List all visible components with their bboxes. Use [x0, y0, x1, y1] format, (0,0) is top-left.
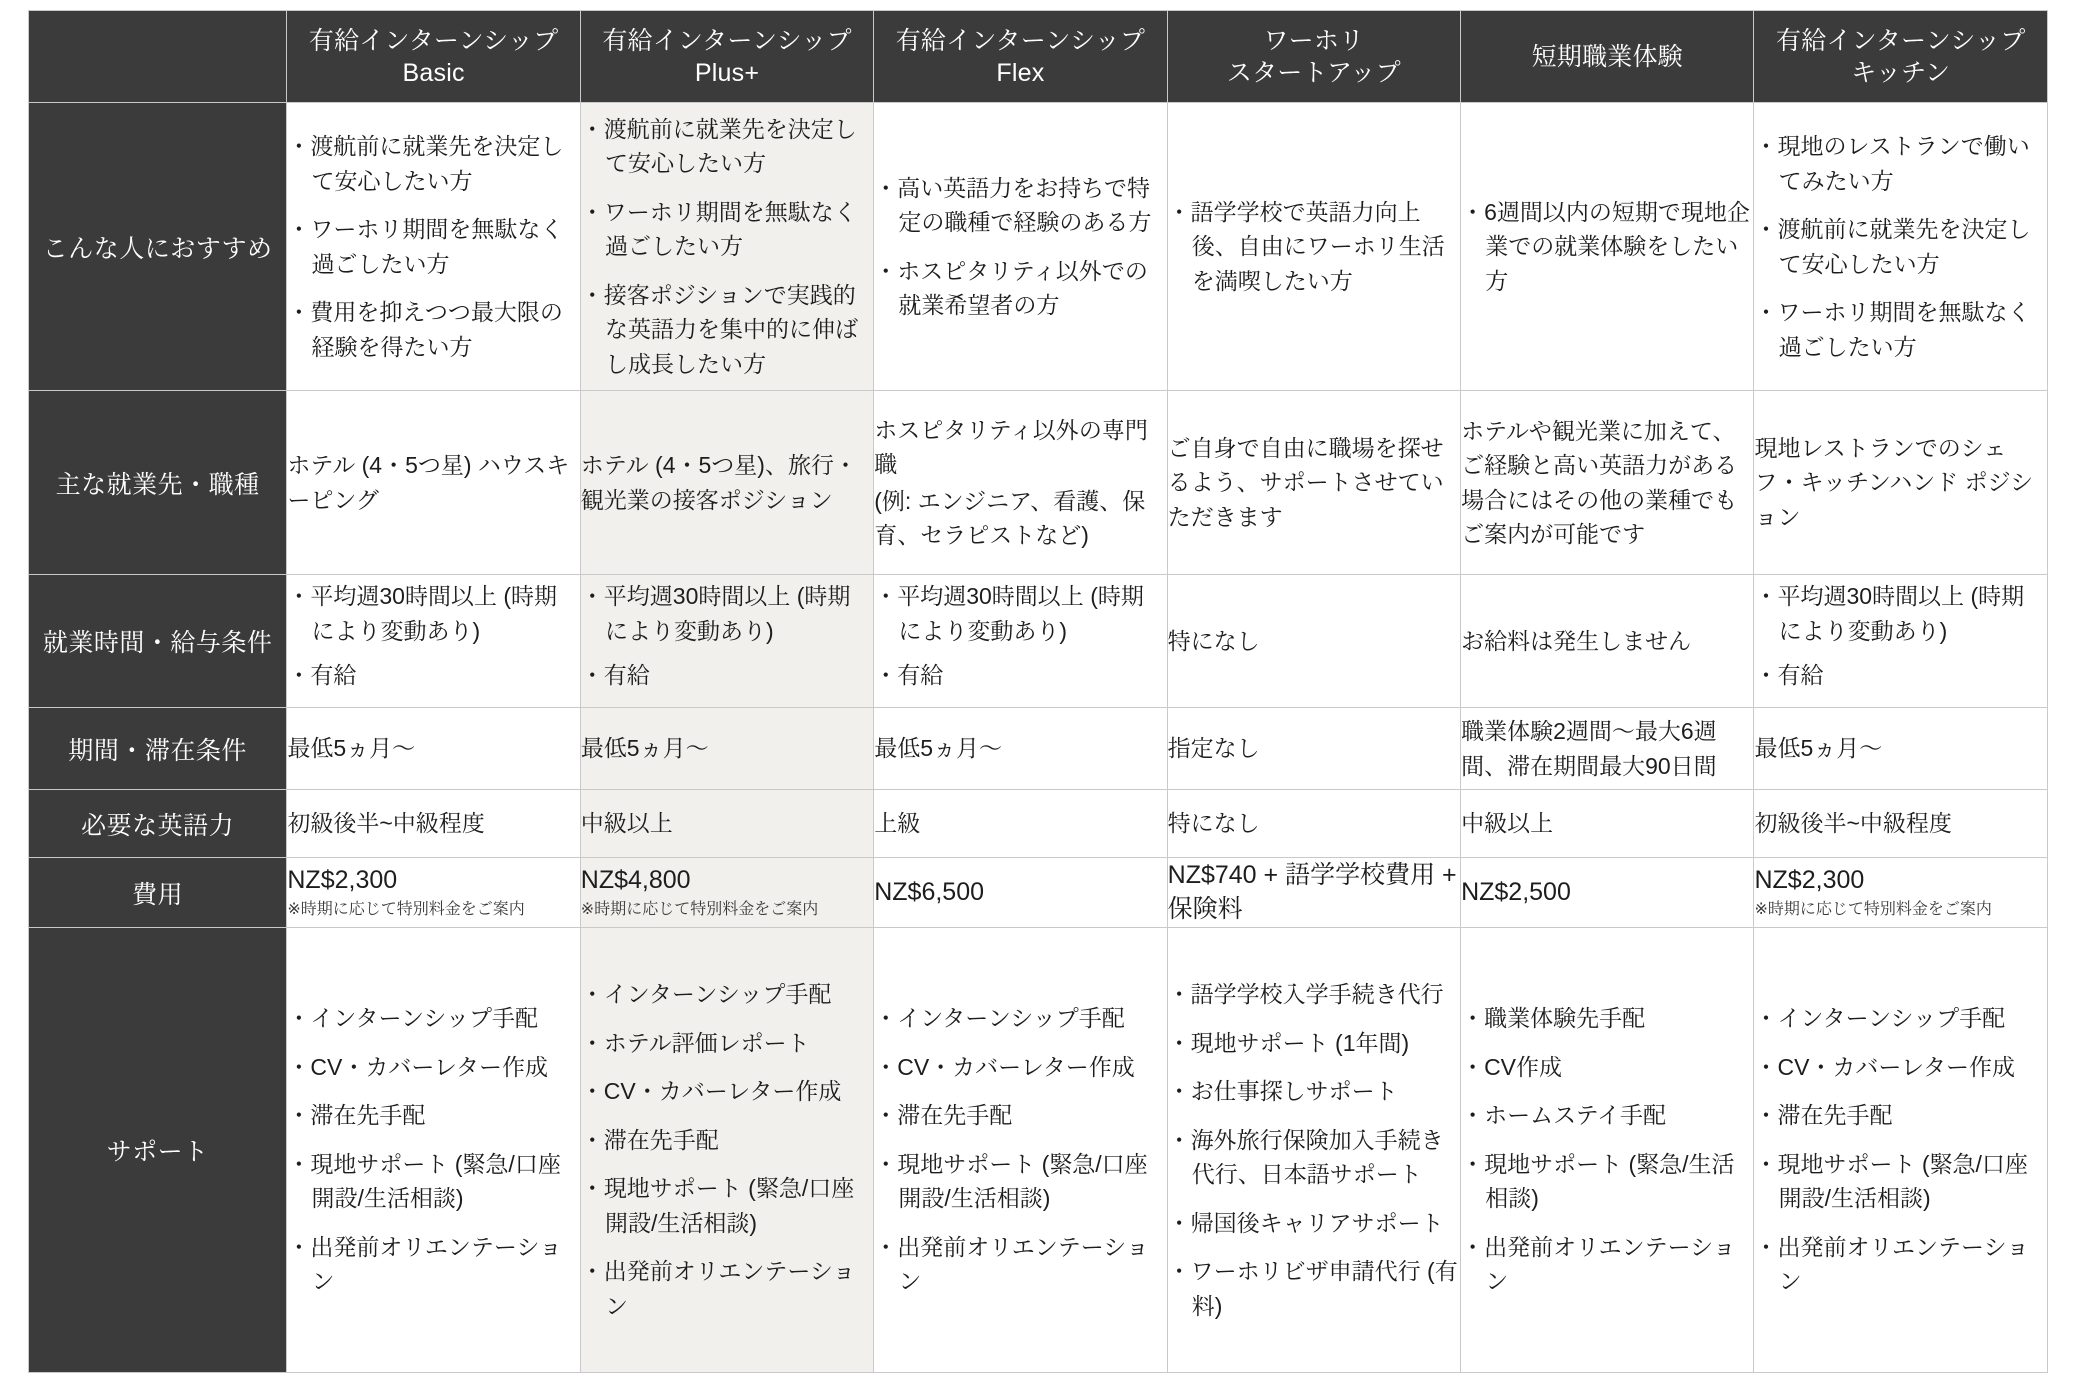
cell-workplace-short — [1461, 391, 1754, 575]
cell-support-flex — [874, 928, 1167, 1373]
cell-period-flex — [874, 708, 1167, 790]
column-header-line2: Flex — [996, 58, 1045, 87]
list-item: ・接客ポジションで実践的な英語力を集中的に伸ばし成長したい方 — [580, 281, 858, 377]
list-item: ・現地サポート (緊急/口座開設/生活相談) — [287, 1150, 561, 1212]
table-row-hours-pay — [29, 575, 2048, 708]
list-item: ・出発前オリエンテーション — [1754, 1233, 2030, 1295]
list-item: ・出発前オリエンテーション — [1461, 1233, 1736, 1295]
column-header-flex — [874, 11, 1167, 103]
cell-english-basic — [287, 790, 580, 858]
cell-recommended-startup — [1167, 103, 1460, 391]
table-row-fee — [29, 858, 2048, 928]
cell-recommended-kitchen — [1754, 103, 2048, 391]
cell-period-kitchen — [1754, 708, 2048, 790]
text-line: 指定なし — [1167, 735, 1260, 762]
text-line: 最低5ヵ月〜 — [1754, 735, 1883, 762]
text-line: 上級 — [874, 810, 921, 837]
cell-hours-startup — [1167, 575, 1460, 708]
list-item: ・CV・カバーレター作成 — [1754, 1053, 2016, 1080]
text-line: 最低5ヵ月〜 — [874, 735, 1003, 762]
text-line: 職業体験2週間〜最大6週間、滞在期間最大90日間 — [1461, 718, 1717, 779]
row-label-hours-pay: 就業時間・給与条件 — [29, 575, 287, 708]
column-header-kitchen — [1754, 11, 2048, 103]
cell-recommended-plus — [580, 103, 873, 391]
cell-english-flex — [874, 790, 1167, 858]
text-line: ホテル (4・5つ星)、旅行・観光業の接客ポジション — [580, 452, 857, 513]
text-line: 中級以上 — [1461, 810, 1554, 837]
list-item: ・渡航前に就業先を決定して安心したい方 — [580, 115, 857, 177]
list-item: ・6週間以内の短期で現地企業での就業体験をしたい方 — [1461, 198, 1750, 294]
list-item: ・現地のレストランで働いてみたい方 — [1754, 133, 2030, 194]
list-item: ・滞在先手配 — [287, 1102, 426, 1129]
row-label-period: 期間・滞在条件 — [29, 708, 287, 790]
cell-recommended-flex — [874, 103, 1167, 391]
cell-hours-plus — [580, 575, 873, 708]
price-value: NZ$2,300 — [1754, 866, 1865, 895]
column-header-working-holiday-startup — [1167, 11, 1460, 103]
cell-period-plus — [580, 708, 873, 790]
list-item: ・高い英語力をお持ちで特定の職種で経験のある方 — [874, 174, 1152, 235]
text-line: 最低5ヵ月〜 — [287, 735, 416, 762]
text-line: 特になし — [1167, 627, 1260, 654]
program-comparison-table — [28, 10, 2048, 1373]
column-header-line1: 短期職業体験 — [1531, 42, 1683, 71]
list-item: ・CV作成 — [1461, 1053, 1563, 1080]
text-line: 現地レストランでのシェフ・キッチンハンド ポジション — [1754, 434, 2034, 530]
cell-recommended-short — [1461, 103, 1754, 391]
price-note: ※時期に応じて特別料金をご案内 — [287, 900, 525, 918]
list-item: ・職業体験先手配 — [1461, 1005, 1646, 1032]
list-item: ・ワーホリ期間を無駄なく過ごしたい方 — [287, 216, 564, 277]
cell-fee-startup — [1167, 858, 1460, 928]
bullet-list — [1754, 579, 2047, 693]
column-header-line1: 有給インターンシップ — [895, 26, 1146, 55]
list-item: ・帰国後キャリアサポート — [1167, 1209, 1444, 1236]
cell-support-plus — [580, 928, 873, 1373]
list-item: ・平均週30時間以上 (時期により変動あり) — [1754, 583, 2025, 644]
table-row-recommended — [29, 103, 2048, 391]
bullet-list — [1461, 1001, 1753, 1299]
price-value: NZ$740 + 語学学校費用 + 保険料 — [1167, 860, 1457, 923]
row-label-fee: 費用 — [29, 858, 287, 928]
price-value: NZ$2,300 — [287, 866, 398, 895]
text-line: (例: エンジニア、看護、保育、セラピストなど) — [874, 487, 1146, 548]
table-row-support — [29, 928, 2048, 1373]
list-item: ・インターンシップ手配 — [287, 1005, 538, 1032]
list-item: ・出発前オリエンテーション — [874, 1233, 1149, 1295]
price-value: NZ$2,500 — [1461, 877, 1571, 906]
bullet-list — [1168, 195, 1460, 299]
cell-workplace-kitchen — [1754, 391, 2048, 575]
list-item: ・渡航前に就業先を決定して安心したい方 — [1754, 216, 2031, 277]
text-line: ホテル (4・5つ星) ハウスキーピング — [287, 452, 570, 513]
row-label-recommended: こんな人におすすめ — [29, 103, 287, 391]
text-line: ホテルや観光業に加えて、ご経験と高い英語力がある場合にはその他の業種でもご案内が可能です — [1461, 417, 1738, 547]
list-item: ・出発前オリエンテーション — [287, 1233, 562, 1295]
bullet-list — [1461, 195, 1753, 299]
list-item: ・現地サポート (1年間) — [1167, 1029, 1410, 1056]
column-header-line2: Basic — [402, 58, 465, 87]
column-header-line1: 有給インターンシップ — [602, 26, 852, 55]
list-item: ・平均週30時間以上 (時期により変動あり) — [874, 583, 1144, 644]
text-line: 初級後半~中級程度 — [1754, 810, 1952, 837]
cell-support-basic — [287, 928, 580, 1373]
row-label-support: サポート — [29, 928, 287, 1373]
bullet-list — [874, 171, 1166, 323]
bullet-list — [874, 579, 1166, 693]
list-item: ・ワーホリ期間を無駄なく過ごしたい方 — [1754, 299, 2031, 360]
cell-recommended-basic — [287, 103, 580, 391]
list-item: ・有給 — [287, 662, 357, 689]
list-item: ・インターンシップ手配 — [874, 1005, 1125, 1032]
list-item: ・現地サポート (緊急/口座開設/生活相談) — [874, 1150, 1148, 1212]
column-header-plus — [580, 11, 873, 103]
list-item: ・有給 — [874, 662, 944, 689]
table-row-english-level — [29, 790, 2048, 858]
text-line: お給料は発生しません — [1461, 627, 1692, 654]
cell-hours-kitchen — [1754, 575, 2048, 708]
text-line: 特になし — [1167, 810, 1260, 837]
cell-fee-basic — [287, 858, 580, 928]
cell-workplace-flex — [874, 391, 1167, 575]
cell-fee-flex — [874, 858, 1167, 928]
cell-support-kitchen — [1754, 928, 2048, 1373]
list-item: ・平均週30時間以上 (時期により変動あり) — [287, 583, 558, 644]
list-item: ・ホスピタリティ以外での就業希望者の方 — [874, 257, 1148, 318]
bullet-list — [581, 112, 873, 382]
cell-workplace-plus — [580, 391, 873, 575]
column-header-line1: 有給インターンシップ — [1776, 26, 2026, 55]
cell-english-kitchen — [1754, 790, 2048, 858]
cell-support-startup — [1167, 928, 1460, 1373]
column-header-line1: 有給インターンシップ — [308, 26, 559, 55]
cell-fee-kitchen — [1754, 858, 2048, 928]
table-header-row — [29, 11, 2048, 103]
list-item: ・お仕事探しサポート — [1167, 1078, 1398, 1104]
list-item: ・現地サポート (緊急/口座開設/生活相談) — [580, 1175, 855, 1236]
list-item: ・ホテル評価レポート — [580, 1029, 810, 1056]
row-label-english-level: 必要な英語力 — [29, 790, 287, 858]
list-item: ・滞在先手配 — [874, 1102, 1013, 1129]
bullet-list — [581, 579, 873, 693]
bullet-list — [1168, 977, 1460, 1323]
list-item: ・現地サポート (緊急/生活相談) — [1461, 1150, 1735, 1212]
list-item: ・出発前オリエンテーション — [580, 1258, 856, 1319]
list-item: ・CV・カバーレター作成 — [287, 1053, 548, 1080]
bullet-list — [287, 129, 579, 364]
list-item: ・語学学校で英語力向上後、自由にワーホリ生活を満喫したい方 — [1167, 198, 1445, 294]
cell-workplace-basic — [287, 391, 580, 575]
cell-fee-plus — [580, 858, 873, 928]
list-item: ・滞在先手配 — [580, 1126, 719, 1153]
cell-hours-basic — [287, 575, 580, 708]
bullet-list — [581, 977, 873, 1323]
list-item: ・語学学校入学手続き代行 — [1167, 981, 1444, 1007]
text-line: 初級後半~中級程度 — [287, 810, 485, 837]
list-item: ・CV・カバーレター作成 — [874, 1053, 1135, 1080]
table-row-workplace — [29, 391, 2048, 575]
cell-english-startup — [1167, 790, 1460, 858]
cell-hours-flex — [874, 575, 1167, 708]
price-value: NZ$4,800 — [580, 866, 691, 895]
list-item: ・CV・カバーレター作成 — [580, 1078, 842, 1104]
bullet-list — [1754, 1001, 2047, 1299]
column-header-line2: Plus+ — [694, 58, 760, 87]
list-item: ・有給 — [1754, 662, 1824, 689]
list-item: ・滞在先手配 — [1754, 1102, 1893, 1129]
list-item: ・インターンシップ手配 — [580, 981, 832, 1007]
cell-period-startup — [1167, 708, 1460, 790]
cell-workplace-startup — [1167, 391, 1460, 575]
list-item: ・平均週30時間以上 (時期により変動あり) — [580, 583, 851, 644]
cell-hours-short — [1461, 575, 1754, 708]
bullet-list — [287, 579, 579, 693]
list-item: ・渡航前に就業先を決定して安心したい方 — [287, 133, 564, 194]
cell-support-short — [1461, 928, 1754, 1373]
bullet-list — [287, 1001, 579, 1299]
text-line: 中級以上 — [580, 810, 673, 837]
table-row-period — [29, 708, 2048, 790]
cell-english-short — [1461, 790, 1754, 858]
cell-period-basic — [287, 708, 580, 790]
list-item: ・ワーホリビザ申請代行 (有料) — [1167, 1258, 1458, 1319]
list-item: ・ホームステイ手配 — [1461, 1102, 1666, 1129]
list-item: ・海外旅行保険加入手続き代行、日本語サポート — [1167, 1126, 1444, 1187]
cell-fee-short — [1461, 858, 1754, 928]
list-item: ・ワーホリ期間を無駄なく過ごしたい方 — [580, 198, 857, 260]
bullet-list — [1754, 129, 2047, 364]
list-item: ・インターンシップ手配 — [1754, 1005, 2006, 1032]
price-note: ※時期に応じて特別料金をご案内 — [1754, 900, 1992, 918]
bullet-list — [874, 1001, 1166, 1299]
column-header-basic — [287, 11, 580, 103]
text-line: ホスピタリティ以外の専門職 — [874, 416, 1148, 477]
text-line: ご自身で自由に職場を探せるよう、サポートさせていただきます — [1167, 434, 1444, 530]
cell-period-short — [1461, 708, 1754, 790]
price-value: NZ$6,500 — [874, 877, 985, 906]
text-line: 最低5ヵ月〜 — [580, 735, 709, 762]
column-header-line1: ワーホリ — [1263, 26, 1365, 55]
row-label-workplace: 主な就業先・職種 — [29, 391, 287, 575]
list-item: ・有給 — [580, 662, 650, 689]
cell-english-plus — [580, 790, 873, 858]
list-item: ・現地サポート (緊急/口座開設/生活相談) — [1754, 1150, 2028, 1212]
list-item: ・費用を抑えつつ最大限の経験を得たい方 — [287, 299, 563, 360]
price-note: ※時期に応じて特別料金をご案内 — [580, 900, 819, 918]
column-header-short-work-experience — [1461, 11, 1754, 103]
table-corner-cell — [29, 11, 287, 103]
column-header-line2: スタートアップ — [1226, 58, 1401, 87]
column-header-line2: キッチン — [1851, 58, 1951, 87]
